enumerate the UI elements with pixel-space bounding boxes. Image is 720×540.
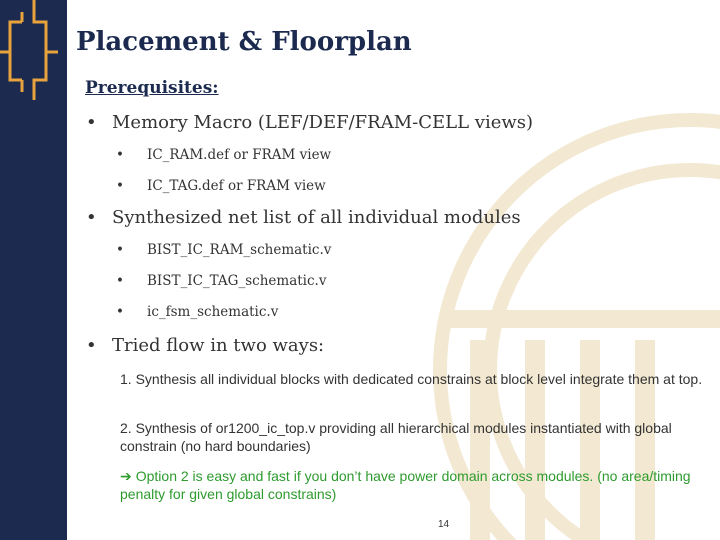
bullet-text: Tried flow in two ways: — [112, 335, 325, 356]
bullet-item — [86, 335, 324, 356]
bullet: • — [116, 178, 124, 194]
sub-bullet-item — [116, 147, 331, 163]
sub-bullet-text: BIST_IC_TAG_schematic.v — [147, 273, 327, 289]
sub-bullet-text: IC_RAM.def or FRAM view — [147, 147, 332, 163]
sub-bullet-text: ic_fsm_schematic.v — [147, 304, 279, 320]
bullet: • — [116, 242, 124, 258]
way-1-text: 1. Synthesis all individual blocks with dedicated constrains at block level integrate them at top. — [120, 371, 703, 387]
sub-bullet-item — [116, 242, 331, 258]
page-title: Placement & Floorplan — [76, 27, 412, 57]
bullet-item — [86, 112, 533, 133]
prerequisites-label: Prerequisites: — [85, 78, 219, 98]
sub-bullet-item — [116, 304, 278, 320]
bullet: • — [86, 207, 97, 228]
sub-bullet-text: IC_TAG.def or FRAM view — [147, 178, 326, 194]
sub-bullet-item — [116, 178, 326, 194]
bullet: • — [116, 304, 124, 320]
bullet-text: Memory Macro (LEF/DEF/FRAM-CELL views) — [112, 112, 534, 133]
note-body: Option 2 is easy and fast if you don’t have power domain across modules. (no area/timing penalty for given global constrains) — [120, 468, 691, 502]
page-number: 14 — [438, 519, 450, 530]
note-text — [120, 467, 710, 503]
sub-bullet-item — [116, 273, 326, 289]
arrow-right-icon: ➔ — [120, 468, 132, 484]
bullet-text: Synthesized net list of all individual modules — [112, 207, 521, 228]
bullet: • — [116, 147, 124, 163]
way-2-text: 2. Synthesis of or1200_ic_top.v providing all hierarchical modules instantiated with global constrain (no hard boundaries) — [120, 420, 672, 454]
circuit-logo-icon — [0, 0, 70, 100]
bullet: • — [116, 273, 124, 289]
bullet: • — [86, 112, 97, 133]
bullet-item — [86, 207, 521, 228]
sub-bullet-text: BIST_IC_RAM_schematic.v — [147, 242, 332, 258]
bullet: • — [86, 335, 97, 356]
